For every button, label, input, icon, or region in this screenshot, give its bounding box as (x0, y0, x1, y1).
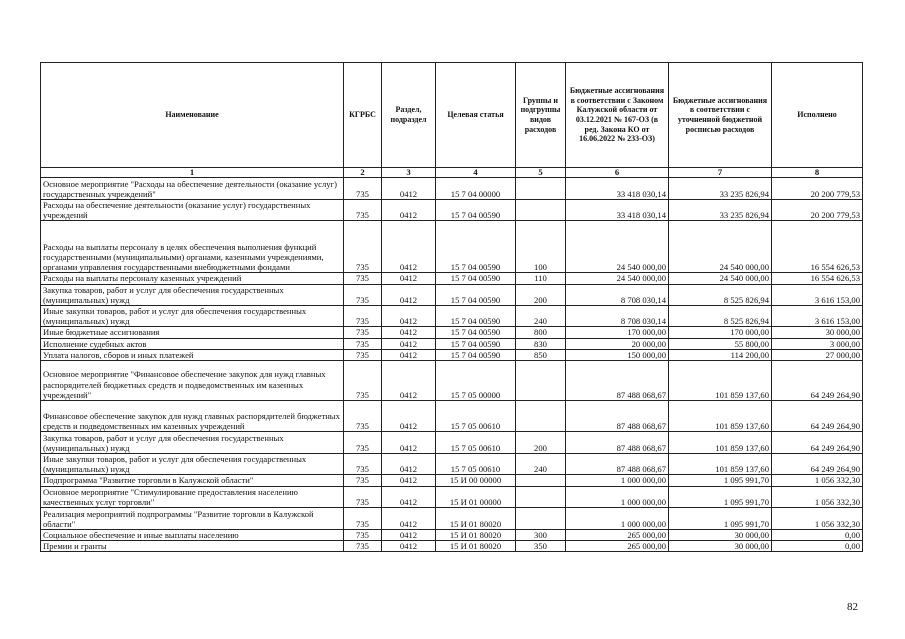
row-target: 15 7 04 00590 (436, 273, 516, 284)
row-kgrbs: 735 (344, 361, 382, 401)
row-roster-allocation: 8 525 826,94 (669, 284, 772, 305)
row-law-allocation: 87 488 068,67 (566, 454, 669, 475)
row-kgrbs: 735 (344, 475, 382, 486)
row-group (516, 475, 566, 486)
row-section: 0412 (382, 432, 436, 454)
row-law-allocation: 87 488 068,67 (566, 432, 669, 454)
row-name: Закупка товаров, работ и услуг для обеспечения государственных (муниципальных) нужд (41, 432, 344, 454)
row-group: 850 (516, 349, 566, 360)
row-law-allocation: 87 488 068,67 (566, 401, 669, 432)
row-executed: 1 056 332,30 (772, 508, 863, 530)
row-law-allocation: 265 000,00 (566, 530, 669, 541)
column-number: 7 (669, 168, 772, 178)
row-section: 0412 (382, 486, 436, 507)
table-row (41, 508, 863, 530)
header-name: Наименование (41, 63, 344, 168)
row-roster-allocation: 101 859 137,60 (669, 454, 772, 475)
row-group: 800 (516, 327, 566, 338)
table-row (41, 338, 863, 349)
row-target: 15 7 04 00000 (436, 178, 516, 200)
column-number: 3 (382, 168, 436, 178)
row-law-allocation: 33 418 030,14 (566, 178, 669, 200)
table-row (41, 432, 863, 454)
table-row (41, 349, 863, 360)
row-name: Исполнение судебных актов (41, 338, 344, 349)
row-target: 15 7 04 00590 (436, 306, 516, 327)
row-name: Расходы на обеспечение деятельности (оказание услуг) государственных учреждений (41, 200, 344, 221)
row-executed: 16 554 626,53 (772, 221, 863, 273)
row-target: 15 7 05 00610 (436, 432, 516, 454)
row-roster-allocation: 1 095 991,70 (669, 508, 772, 530)
row-name: Расходы на выплаты персоналу в целях обеспечения выполнения функций государственными (муниципальными) органами, казенными учреждениями, органами управления государственными внебюджетными фондами (41, 221, 344, 273)
column-number: 4 (436, 168, 516, 178)
header-law-allocations: Бюджетные ассигнования в соответствии с Законом Калужской области от 03.12.2021 № 167-ОЗ (в ред. Закона КО от 16.06.2022 № 233-ОЗ) (566, 63, 669, 168)
row-law-allocation: 8 708 030,14 (566, 284, 669, 305)
table-row (41, 178, 863, 200)
table-row (41, 273, 863, 284)
row-section: 0412 (382, 178, 436, 200)
table-row (41, 475, 863, 486)
column-number: 1 (41, 168, 344, 178)
table-row (41, 530, 863, 541)
budget-table (40, 62, 863, 552)
row-executed: 20 200 779,53 (772, 178, 863, 200)
table-row (41, 361, 863, 401)
row-executed: 0,00 (772, 530, 863, 541)
row-target: 15 7 04 00590 (436, 221, 516, 273)
row-section: 0412 (382, 508, 436, 530)
table-row (41, 541, 863, 552)
page-number: 82 (847, 601, 858, 613)
row-name: Подпрограмма "Развитие торговли в Калужской области" (41, 475, 344, 486)
row-executed: 3 000,00 (772, 338, 863, 349)
row-group: 350 (516, 541, 566, 552)
row-name: Основное мероприятие "Расходы на обеспечение деятельности (оказание услуг) государственных учреждений" (41, 178, 344, 200)
row-executed: 0,00 (772, 541, 863, 552)
row-kgrbs: 735 (344, 306, 382, 327)
row-executed: 1 056 332,30 (772, 475, 863, 486)
row-roster-allocation: 170 000,00 (669, 327, 772, 338)
row-executed: 16 554 626,53 (772, 273, 863, 284)
row-roster-allocation: 24 540 000,00 (669, 221, 772, 273)
row-kgrbs: 735 (344, 178, 382, 200)
table-row (41, 306, 863, 327)
column-number: 5 (516, 168, 566, 178)
row-group (516, 486, 566, 507)
row-group: 110 (516, 273, 566, 284)
row-law-allocation: 8 708 030,14 (566, 306, 669, 327)
row-kgrbs: 735 (344, 486, 382, 507)
row-law-allocation: 24 540 000,00 (566, 273, 669, 284)
row-section: 0412 (382, 338, 436, 349)
table-row (41, 221, 863, 273)
row-law-allocation: 33 418 030,14 (566, 200, 669, 221)
row-executed: 64 249 264,90 (772, 401, 863, 432)
row-target: 15 7 05 00610 (436, 401, 516, 432)
row-group (516, 178, 566, 200)
row-group (516, 361, 566, 401)
column-number-row (41, 168, 863, 178)
row-target: 15 7 04 00590 (436, 327, 516, 338)
header-target: Целевая статья (436, 63, 516, 168)
row-section: 0412 (382, 475, 436, 486)
row-executed: 64 249 264,90 (772, 432, 863, 454)
row-law-allocation: 87 488 068,67 (566, 361, 669, 401)
row-group (516, 200, 566, 221)
table-body (41, 178, 863, 552)
row-kgrbs: 735 (344, 200, 382, 221)
row-name: Иные закупки товаров, работ и услуг для обеспечения государственных (муниципальных) нужд (41, 306, 344, 327)
row-kgrbs: 735 (344, 432, 382, 454)
row-group: 100 (516, 221, 566, 273)
row-executed: 20 200 779,53 (772, 200, 863, 221)
column-number: 6 (566, 168, 669, 178)
row-law-allocation: 1 000 000,00 (566, 475, 669, 486)
row-section: 0412 (382, 200, 436, 221)
row-roster-allocation: 8 525 826,94 (669, 306, 772, 327)
row-executed: 3 616 153,00 (772, 284, 863, 305)
row-section: 0412 (382, 284, 436, 305)
row-target: 15 7 05 00000 (436, 361, 516, 401)
table-row (41, 401, 863, 432)
row-target: 15 7 04 00590 (436, 200, 516, 221)
row-kgrbs: 735 (344, 401, 382, 432)
row-roster-allocation: 33 235 826,94 (669, 200, 772, 221)
row-law-allocation: 170 000,00 (566, 327, 669, 338)
row-section: 0412 (382, 273, 436, 284)
column-number: 2 (344, 168, 382, 178)
row-roster-allocation: 30 000,00 (669, 530, 772, 541)
row-target: 15 И 01 00000 (436, 486, 516, 507)
row-roster-allocation: 101 859 137,60 (669, 361, 772, 401)
row-law-allocation: 20 000,00 (566, 338, 669, 349)
row-executed: 27 000,00 (772, 349, 863, 360)
row-group: 300 (516, 530, 566, 541)
row-target: 15 7 04 00590 (436, 338, 516, 349)
header-kgrbs: КГРБС (344, 63, 382, 168)
row-name: Премии и гранты (41, 541, 344, 552)
row-target: 15 7 04 00590 (436, 349, 516, 360)
row-kgrbs: 735 (344, 221, 382, 273)
row-target: 15 7 05 00610 (436, 454, 516, 475)
row-roster-allocation: 101 859 137,60 (669, 401, 772, 432)
row-roster-allocation: 33 235 826,94 (669, 178, 772, 200)
row-executed: 64 249 264,90 (772, 454, 863, 475)
row-group: 240 (516, 454, 566, 475)
header-roster-allocations: Бюджетные ассигнования в соответствии с уточненной бюджетной росписью расходов (669, 63, 772, 168)
row-group: 830 (516, 338, 566, 349)
row-group: 240 (516, 306, 566, 327)
row-kgrbs: 735 (344, 327, 382, 338)
row-law-allocation: 1 000 000,00 (566, 508, 669, 530)
row-roster-allocation: 30 000,00 (669, 541, 772, 552)
row-kgrbs: 735 (344, 273, 382, 284)
row-group: 200 (516, 284, 566, 305)
row-name: Уплата налогов, сборов и иных платежей (41, 349, 344, 360)
table-row (41, 200, 863, 221)
row-name: Финансовое обеспечение закупок для нужд главных распорядителей бюджетных средств и подведомственных им казенных учреждений (41, 401, 344, 432)
row-name: Иные закупки товаров, работ и услуг для обеспечения государственных (муниципальных) нужд (41, 454, 344, 475)
row-name: Расходы на выплаты персоналу казенных учреждений (41, 273, 344, 284)
budget-report-sheet (40, 62, 862, 552)
header-executed: Исполнено (772, 63, 863, 168)
row-roster-allocation: 114 200,00 (669, 349, 772, 360)
row-kgrbs: 735 (344, 541, 382, 552)
row-roster-allocation: 55 800,00 (669, 338, 772, 349)
row-section: 0412 (382, 541, 436, 552)
row-target: 15 И 01 80020 (436, 541, 516, 552)
row-law-allocation: 24 540 000,00 (566, 221, 669, 273)
table-row (41, 486, 863, 507)
row-kgrbs: 735 (344, 508, 382, 530)
row-law-allocation: 265 000,00 (566, 541, 669, 552)
header-group: Группы и подгруппы видов расходов (516, 63, 566, 168)
row-group (516, 401, 566, 432)
row-roster-allocation: 1 095 991,70 (669, 475, 772, 486)
row-law-allocation: 150 000,00 (566, 349, 669, 360)
row-section: 0412 (382, 401, 436, 432)
column-number: 8 (772, 168, 863, 178)
row-name: Основное мероприятие "Стимулирование предоставления населению качественных услуг торговли" (41, 486, 344, 507)
row-section: 0412 (382, 221, 436, 273)
row-kgrbs: 735 (344, 530, 382, 541)
table-header-row (41, 63, 863, 168)
row-target: 15 7 04 00590 (436, 284, 516, 305)
row-name: Закупка товаров, работ и услуг для обеспечения государственных (муниципальных) нужд (41, 284, 344, 305)
row-name: Основное мероприятие "Финансовое обеспечение закупок для нужд главных распорядителей бюджетных средств и подведомственных им казенных учреждений" (41, 361, 344, 401)
row-roster-allocation: 1 095 991,70 (669, 486, 772, 507)
row-section: 0412 (382, 454, 436, 475)
row-section: 0412 (382, 327, 436, 338)
table-row (41, 284, 863, 305)
row-name: Реализация мероприятий подпрограммы "Развитие торговли в Калужской области" (41, 508, 344, 530)
row-roster-allocation: 24 540 000,00 (669, 273, 772, 284)
row-target: 15 И 01 80020 (436, 508, 516, 530)
row-executed: 1 056 332,30 (772, 486, 863, 507)
row-name: Иные бюджетные ассигнования (41, 327, 344, 338)
row-kgrbs: 735 (344, 454, 382, 475)
row-kgrbs: 735 (344, 284, 382, 305)
row-executed: 30 000,00 (772, 327, 863, 338)
table-row (41, 327, 863, 338)
row-target: 15 И 01 80020 (436, 530, 516, 541)
row-kgrbs: 735 (344, 338, 382, 349)
row-name: Социальное обеспечение и иные выплаты населению (41, 530, 344, 541)
row-section: 0412 (382, 530, 436, 541)
row-group: 200 (516, 432, 566, 454)
row-group (516, 508, 566, 530)
row-kgrbs: 735 (344, 349, 382, 360)
row-executed: 64 249 264,90 (772, 361, 863, 401)
row-section: 0412 (382, 349, 436, 360)
row-roster-allocation: 101 859 137,60 (669, 432, 772, 454)
table-row (41, 454, 863, 475)
row-section: 0412 (382, 361, 436, 401)
row-executed: 3 616 153,00 (772, 306, 863, 327)
row-law-allocation: 1 000 000,00 (566, 486, 669, 507)
row-target: 15 И 00 00000 (436, 475, 516, 486)
row-section: 0412 (382, 306, 436, 327)
header-section: Раздел, подраздел (382, 63, 436, 168)
